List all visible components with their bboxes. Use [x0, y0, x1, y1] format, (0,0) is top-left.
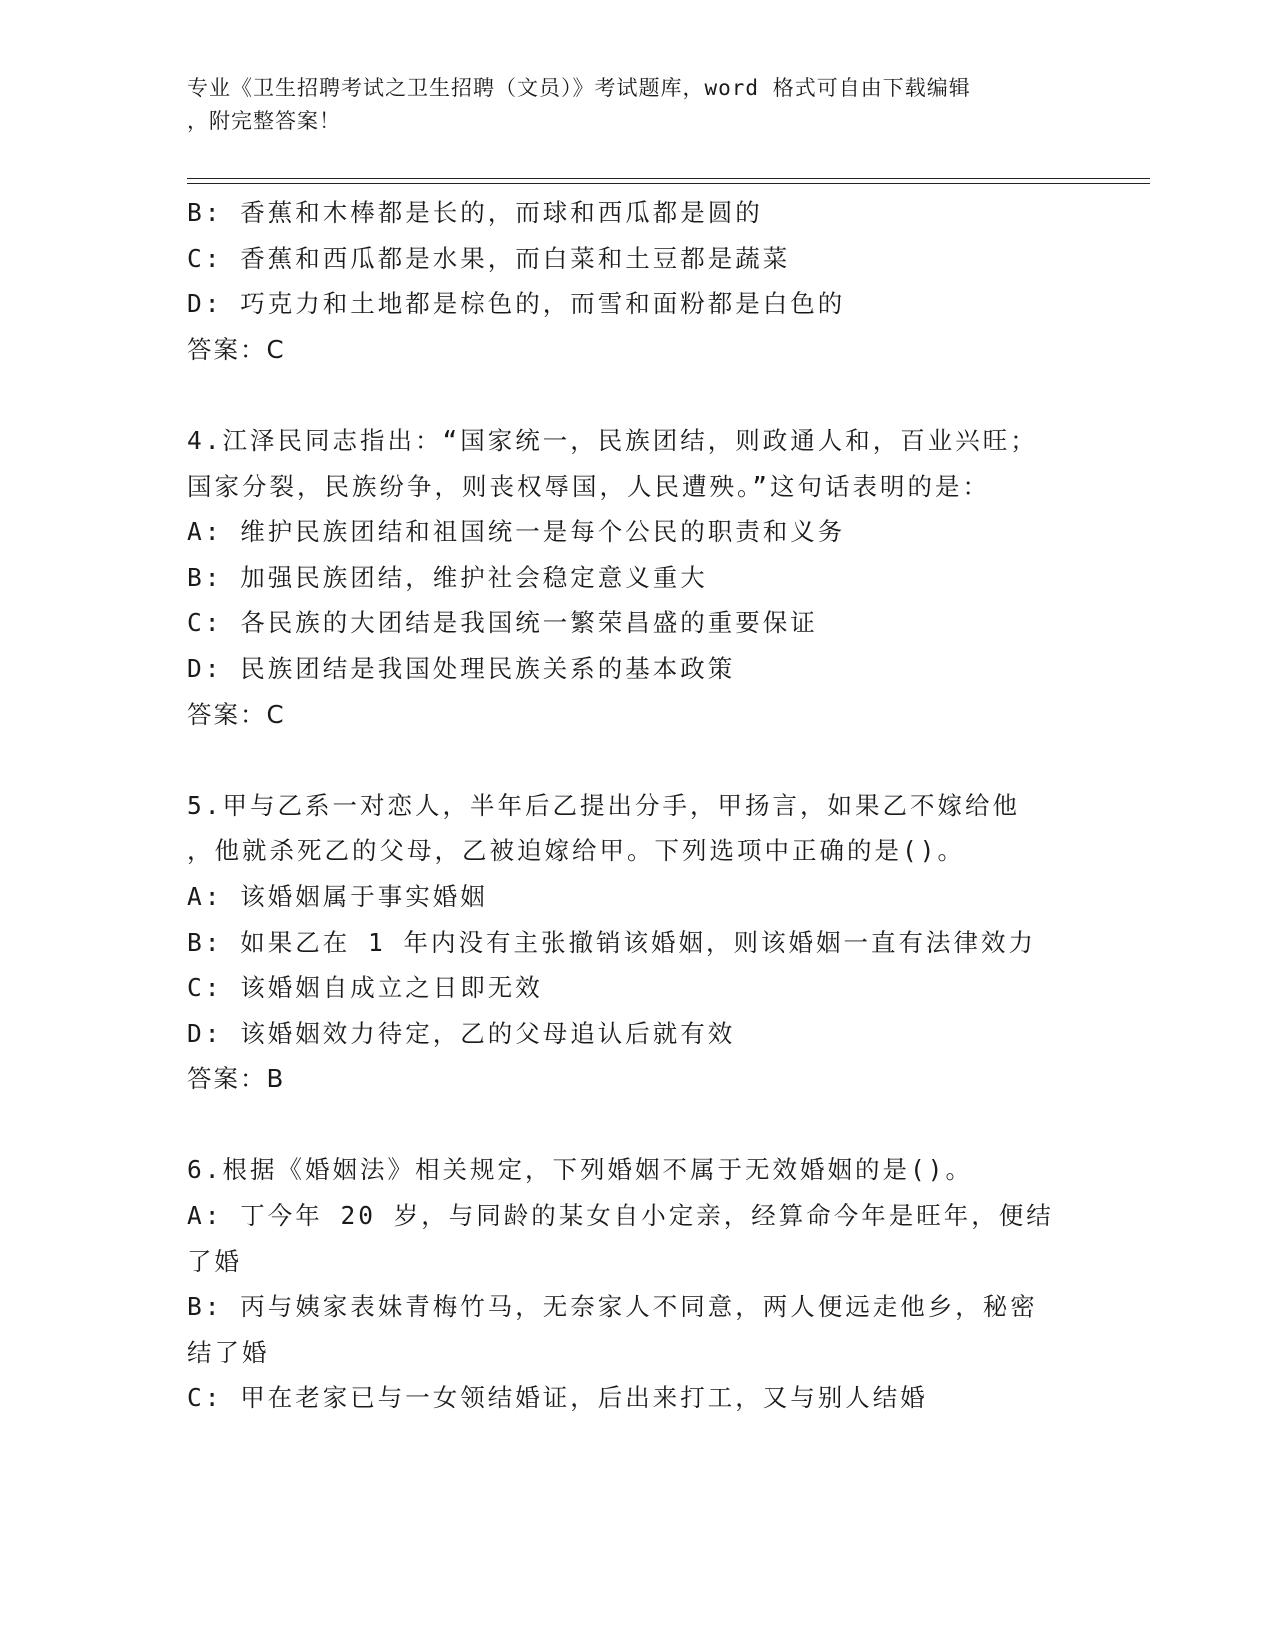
question-stem: 4.江泽民同志指出：“国家统一，民族团结，则政通人和，百业兴旺；	[187, 425, 1038, 455]
header-line-2: ，附完整答案！	[187, 109, 341, 133]
option-a: A: 丁今年 20 岁，与同龄的某女自小定亲，经算命今年是旺年，便结	[187, 1201, 1054, 1231]
option-c: C: 各民族的大团结是我国统一繁荣昌盛的重要保证	[187, 608, 818, 638]
option-b: B: 加强民族团结，维护社会稳定意义重大	[187, 562, 708, 592]
question-stem: 6.根据《婚姻法》相关规定，下列婚姻不属于无效婚姻的是()。	[187, 1155, 973, 1185]
option-c: C: 该婚姻自成立之日即无效	[187, 973, 543, 1003]
question-4	[187, 418, 1087, 737]
option-d: D: 该婚姻效力待定，乙的父母追认后就有效	[187, 1018, 736, 1048]
answer-5: 答案：B	[187, 1064, 286, 1094]
question-content	[187, 190, 1087, 1421]
option-b: B: 丙与姨家表妹青梅竹马，无奈家人不同意，两人便远走他乡，秘密	[187, 1292, 1038, 1322]
header-rule-top	[187, 178, 1150, 179]
document-header	[187, 72, 1067, 138]
option-d: D: 民族团结是我国处理民族关系的基本政策	[187, 653, 736, 683]
option-b-continued: 结了婚	[187, 1337, 270, 1367]
spacer	[187, 372, 1087, 418]
option-b: B: 香蕉和木棒都是长的，而球和西瓜都是圆的	[187, 198, 763, 227]
answer-4: 答案：C	[187, 699, 286, 729]
header-line-1: 专业《卫生招聘考试之卫生招聘（文员）》考试题库，word 格式可自由下载编辑	[187, 76, 971, 100]
spacer	[187, 737, 1087, 783]
question-stem: ，他就杀死乙的父母，乙被迫嫁给甲。下列选项中正确的是()。	[187, 836, 965, 866]
header-rule-bottom	[187, 183, 1150, 184]
question-stem: 国家分裂，民族纷争，则丧权辱国，人民遭殃。”这句话表明的是：	[187, 471, 990, 501]
option-c: C: 香蕉和西瓜都是水果，而白菜和土豆都是蔬菜	[187, 243, 791, 273]
option-d: D: 巧克力和土地都是棕色的，而雪和面粉都是白色的	[187, 289, 846, 319]
option-a-continued: 了婚	[187, 1246, 242, 1276]
option-a: A: 该婚姻属于事实婚姻	[187, 881, 488, 911]
question-5	[187, 783, 1087, 1102]
option-a: A: 维护民族团结和祖国统一是每个公民的职责和义务	[187, 517, 846, 547]
answer-3: 答案：C	[187, 334, 286, 364]
spacer	[187, 1102, 1087, 1148]
question-3-tail	[187, 190, 1087, 372]
option-b: B: 如果乙在 1 年内没有主张撤销该婚姻，则该婚姻一直有法律效力	[187, 927, 1036, 957]
option-c: C: 甲在老家已与一女领结婚证，后出来打工，又与别人结婚	[187, 1383, 928, 1413]
question-6	[187, 1147, 1087, 1421]
question-stem: 5.甲与乙系一对恋人，半年后乙提出分手，甲扬言，如果乙不嫁给他	[187, 790, 1020, 820]
